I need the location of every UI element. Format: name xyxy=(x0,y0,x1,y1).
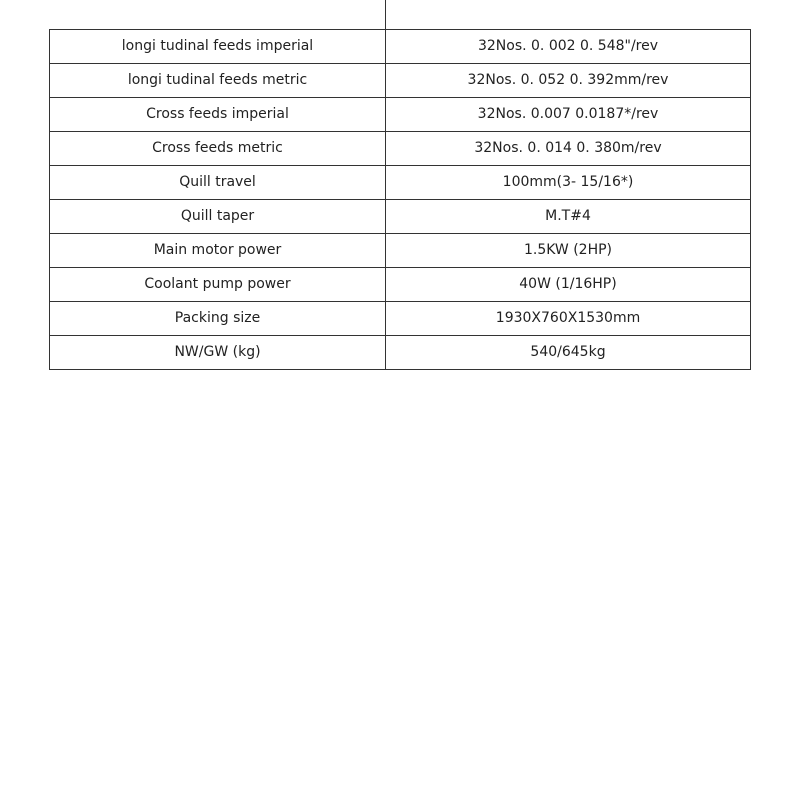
spec-label: Coolant pump power xyxy=(50,268,386,302)
spec-value: 1.5KW (2HP) xyxy=(386,234,751,268)
table-row xyxy=(50,64,751,98)
spec-value: 540/645kg xyxy=(386,336,751,370)
table-row xyxy=(50,268,751,302)
spec-label: Packing size xyxy=(50,302,386,336)
spec-label: longi tudinal feeds metric xyxy=(50,64,386,98)
spec-label: Cross feeds metric xyxy=(50,132,386,166)
spec-value: 32Nos. 0. 014 0. 380m/rev xyxy=(386,132,751,166)
spec-label: longi tudinal feeds imperial xyxy=(50,30,386,64)
table-row xyxy=(50,166,751,200)
spec-value: 100mm(3- 15/16*) xyxy=(386,166,751,200)
spec-value: 1930X760X1530mm xyxy=(386,302,751,336)
table-row xyxy=(50,30,751,64)
spec-label: Quill travel xyxy=(50,166,386,200)
spec-value: 32Nos. 0. 002 0. 548"/rev xyxy=(386,30,751,64)
spec-value: 32Nos. 0. 052 0. 392mm/rev xyxy=(386,64,751,98)
spec-value: M.T#4 xyxy=(386,200,751,234)
table-row xyxy=(50,200,751,234)
spec-label: NW/GW (kg) xyxy=(50,336,386,370)
spec-label: Main motor power xyxy=(50,234,386,268)
spec-value: 32Nos. 0.007 0.0187*/rev xyxy=(386,98,751,132)
table-row xyxy=(50,132,751,166)
table-row xyxy=(50,98,751,132)
table-row xyxy=(50,234,751,268)
table-row xyxy=(50,336,751,370)
spec-value: 40W (1/16HP) xyxy=(386,268,751,302)
spec-label: Cross feeds imperial xyxy=(50,98,386,132)
spec-label: Quill taper xyxy=(50,200,386,234)
spec-table xyxy=(49,29,751,370)
table-row xyxy=(50,302,751,336)
column-divider-top xyxy=(385,0,386,29)
